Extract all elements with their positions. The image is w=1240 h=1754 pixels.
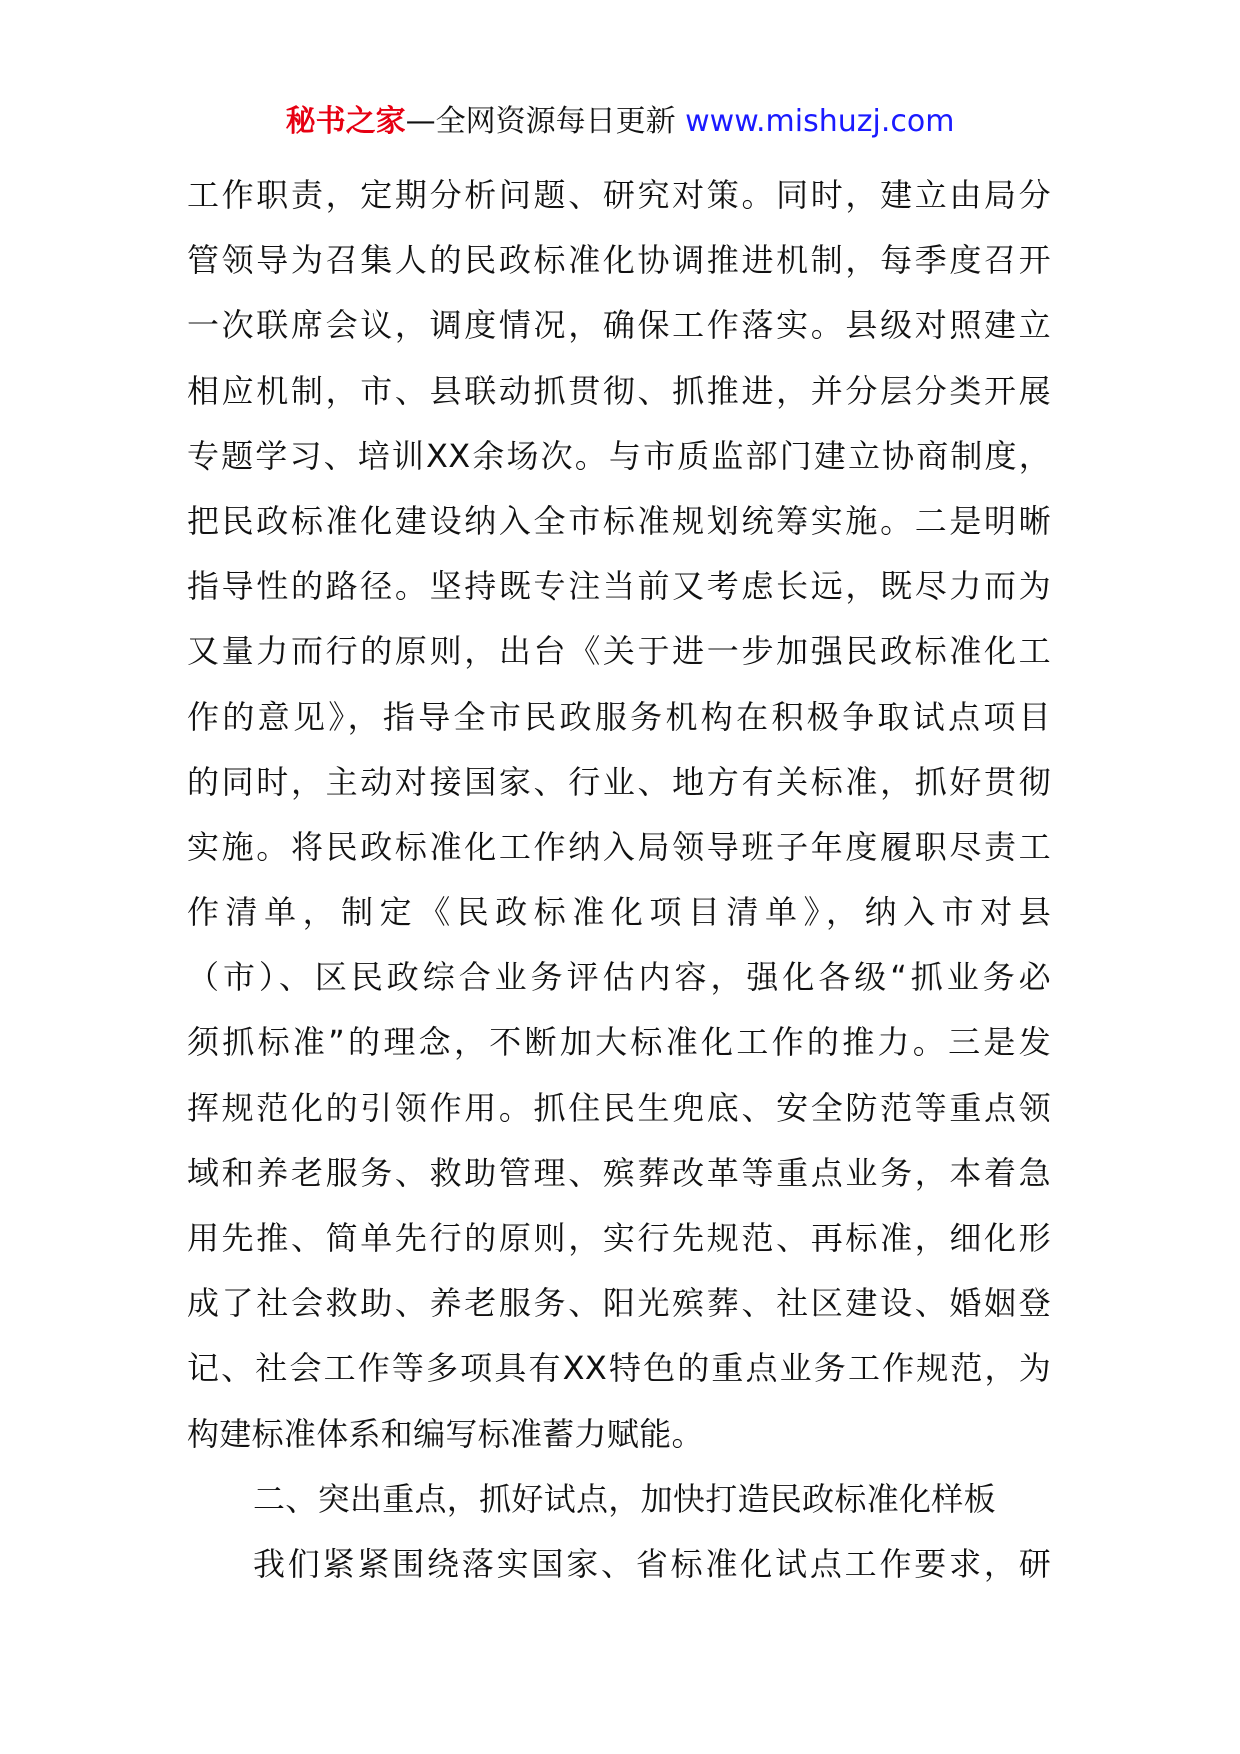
text-line: 挥规范化的引领作用。抓住民生兜底、安全防范等重点领 (187, 1088, 1051, 1127)
text-line: 成了社会救助、养老服务、阳光殡葬、社区建设、婚姻登 (187, 1284, 1051, 1323)
page-header (0, 100, 1240, 144)
text-line: 记、社会工作等多项具有XX特色的重点业务工作规范，为 (187, 1349, 1051, 1388)
text-line: 又量力而行的原则，出台《关于进一步加强民政标准化工 (187, 632, 1051, 671)
site-url-link[interactable]: www.mishuzj.com (685, 104, 955, 139)
section-heading-text: 二、突出重点，抓好试点，加快打造民政标准化样板 (253, 1479, 996, 1518)
paragraph-2 (187, 1532, 1051, 1597)
site-brand: 秘书之家 (285, 104, 406, 139)
text-line: 构建标准体系和编写标准蓄力赋能。 (187, 1414, 704, 1453)
text-line: 的同时，主动对接国家、行业、地方有关标准，抓好贯彻 (187, 762, 1051, 801)
text-line: 把民政标准化建设纳入全市标准规划统筹实施。二是明晰 (187, 501, 1051, 540)
document-body (187, 163, 1051, 1597)
text-line: 指导性的路径。坚持既专注当前又考虑长远，既尽力而为 (187, 567, 1051, 606)
section-heading (187, 1467, 1051, 1532)
text-line: 我们紧紧围绕落实国家、省标准化试点工作要求，研 (253, 1544, 1051, 1583)
text-line: 用先推、简单先行的原则，实行先规范、再标准，细化形 (187, 1219, 1051, 1257)
text-line: 域和养老服务、救助管理、殡葬改革等重点业务，本着急 (187, 1153, 1051, 1192)
text-line: （市）、区民政综合业务评估内容，强化各级“抓业务必 (187, 958, 1051, 997)
text-line: 工作职责，定期分析问题、研究对策。同时，建立由局分 (187, 176, 1051, 214)
paragraph-1 (187, 163, 1051, 1467)
text-line: 相应机制，市、县联动抓贯彻、抓推进，并分层分类开展 (187, 371, 1051, 410)
text-line: 作的意见》，指导全市民政服务机构在积极争取试点项目 (187, 697, 1051, 736)
text-line: 一次联席会议，调度情况，确保工作落实。县级对照建立 (187, 306, 1051, 345)
text-line: 实施。将民政标准化工作纳入局领导班子年度履职尽责工 (187, 827, 1051, 866)
text-line: 须抓标准”的理念，不断加大标准化工作的推力。三是发 (187, 1023, 1051, 1062)
text-line: 专题学习、培训XX余场次。与市质监部门建立协商制度， (187, 436, 1051, 475)
site-tagline: —全网资源每日更新 (405, 104, 686, 139)
text-line: 管领导为召集人的民政标准化协调推进机制，每季度召开 (187, 241, 1051, 280)
text-line: 作清单，制定《民政标准化项目清单》，纳入市对县 (187, 893, 1051, 932)
